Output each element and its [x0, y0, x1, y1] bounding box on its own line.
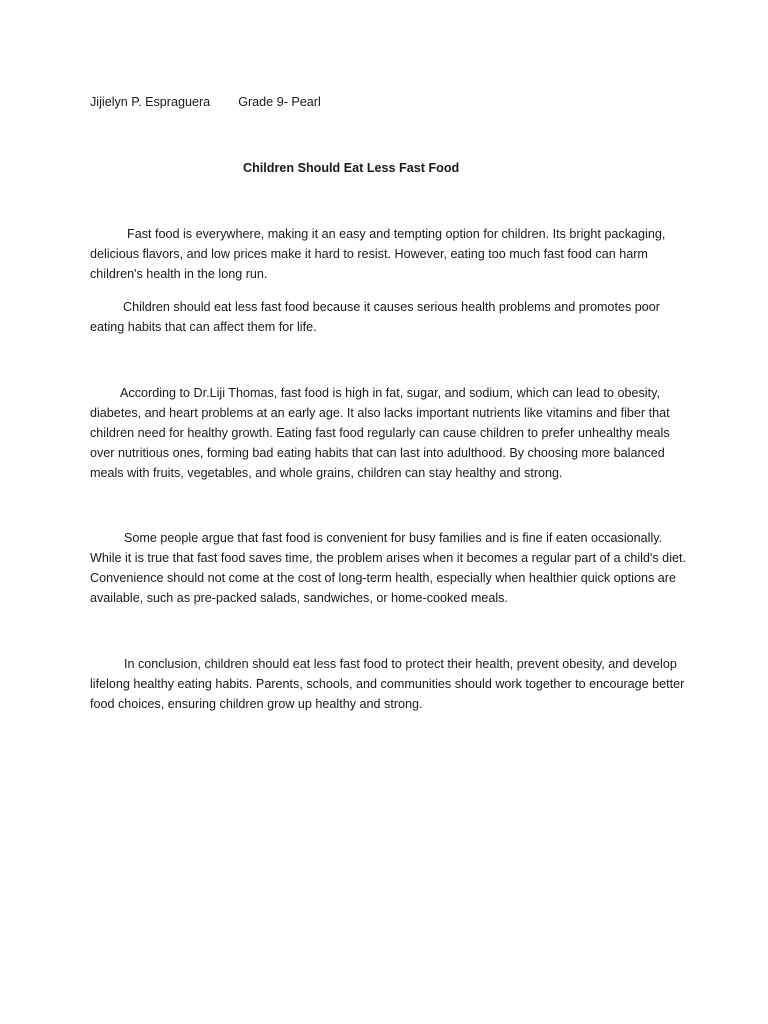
paragraph-counterargument: Some people argue that fast food is convenient for busy families and is fine if eaten occasionally. While it is true that fast food saves time, the problem arises when it becomes a regular part of a child's diet. Convenience should not come at the cost of long-term health, especially when healthier quick options are available, such as pre-packed salads, sandwiches, or home-cooked meals. [90, 531, 686, 605]
paragraph-introduction: Fast food is everywhere, making it an easy and tempting option for children. Its bright packaging, delicious flavors, and low prices make it hard to resist. However, eating too much fast food can harm children's health in the long run. [90, 227, 666, 281]
grade-section: Grade 9- Pearl [238, 95, 321, 109]
author-name: Jijielyn P. Espraguera [90, 95, 211, 109]
document-title: Children Should Eat Less Fast Food [243, 161, 460, 175]
document-header [90, 94, 321, 110]
paragraph-thesis: Children should eat less fast food because it causes serious health problems and promotes poor eating habits that can affect them for life. [90, 300, 660, 334]
paragraph-evidence: According to Dr.Liji Thomas, fast food is high in fat, sugar, and sodium, which can lead to obesity, diabetes, and heart problems at an early age. It also lacks important nutrients like vitamins and fiber that children need for healthy growth. Eating fast food regularly can cause children to prefer unhealthy meals over nutritious ones, forming bad eating habits that can last into adulthood. By choosing more balanced meals with fruits, vegetables, and whole grains, children can stay healthy and strong. [90, 386, 670, 480]
paragraph-conclusion: In conclusion, children should eat less fast food to protect their health, prevent obesity, and develop lifelong healthy eating habits. Parents, schools, and communities should work together to encourage better food choices, ensuring children grow up healthy and strong. [90, 657, 685, 711]
